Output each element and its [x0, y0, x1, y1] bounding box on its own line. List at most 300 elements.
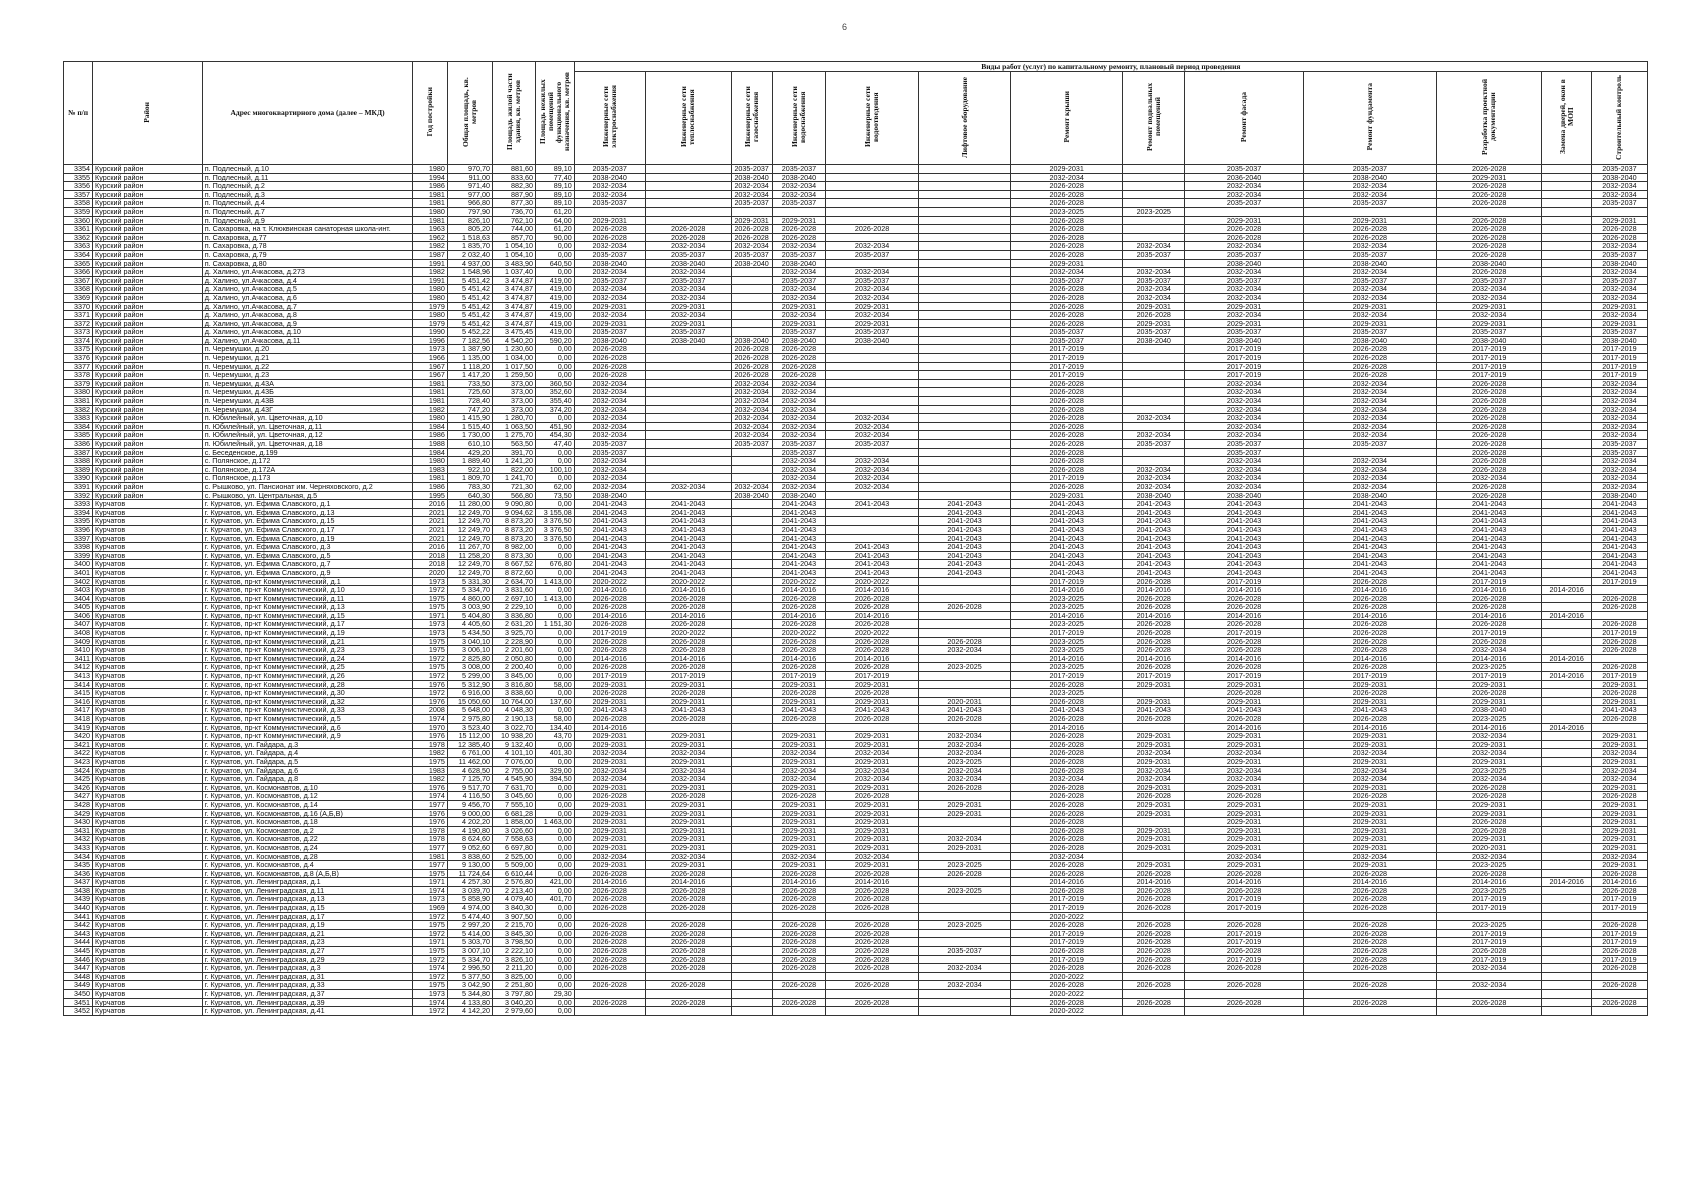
cell-facade: 2029-2031 [1185, 809, 1303, 818]
table-row [64, 182, 1648, 191]
cell-district: Курский район [93, 173, 203, 182]
cell-facade: 2032-2034 [1185, 182, 1303, 191]
cell-lift [918, 577, 1010, 586]
cell-address: с. Рышково, ул. Пансионат им. Черняховского, д.2 [202, 482, 413, 491]
cell-facade: 2026-2028 [1185, 646, 1303, 655]
cell-lift: 2032-2034 [918, 732, 1010, 741]
cell-electric: 2026-2028 [574, 594, 645, 603]
cell-electric: 2026-2028 [574, 964, 645, 973]
cell-nonres-area: 0,00 [536, 448, 575, 457]
cell-heat: 2014-2016 [645, 586, 731, 595]
cell-year: 1974 [413, 964, 447, 973]
cell-basement: 2026-2028 [1123, 947, 1185, 956]
cell-design: 2014-2016 [1437, 586, 1542, 595]
cell-basement: 2026-2028 [1123, 929, 1185, 938]
cell-design: 2023-2025 [1437, 921, 1542, 930]
cell-design: 2026-2028 [1437, 268, 1542, 277]
cell-control: 2041-2043 [1591, 500, 1647, 509]
cell-control: 2029-2031 [1591, 826, 1647, 835]
cell-doors [1542, 422, 1591, 431]
cell-gas [731, 998, 772, 1007]
cell-roof: 2026-2028 [1011, 293, 1123, 302]
cell-row-num: 3379 [64, 379, 93, 388]
cell-year: 1982 [413, 268, 447, 277]
cell-control [1591, 912, 1647, 921]
cell-living-area: 2 215,70 [493, 921, 536, 930]
cell-sewer: 2026-2028 [826, 603, 918, 612]
cell-foundation: 2041-2043 [1303, 560, 1436, 569]
cell-water: 2032-2034 [772, 285, 826, 294]
cell-foundation: 2035-2037 [1303, 199, 1436, 208]
cell-district: Курский район [93, 388, 203, 397]
cell-year: 1988 [413, 440, 447, 449]
cell-year: 1966 [413, 354, 447, 363]
cell-district: Курчатов [93, 706, 203, 715]
cell-row-num: 3359 [64, 207, 93, 216]
cell-control: 2041-2043 [1591, 560, 1647, 569]
cell-address: г. Курчатов, пр-кт Коммунистический, д.1 [202, 577, 413, 586]
cell-address: г. Курчатов, ул. Гайдара, д.3 [202, 740, 413, 749]
cell-gas [731, 886, 772, 895]
cell-facade: 2029-2031 [1185, 783, 1303, 792]
header-work-electric: Инженерные сети электроснабжения [574, 72, 645, 165]
table-row [64, 843, 1648, 852]
cell-control: 2029-2031 [1591, 861, 1647, 870]
cell-design: 2029-2031 [1437, 697, 1542, 706]
cell-row-num: 3414 [64, 680, 93, 689]
cell-electric: 2035-2037 [574, 448, 645, 457]
cell-nonres-area: 421,00 [536, 878, 575, 887]
cell-facade: 2041-2043 [1185, 517, 1303, 526]
cell-year: 1972 [413, 586, 447, 595]
cell-gas [731, 783, 772, 792]
cell-water: 2029-2031 [772, 732, 826, 741]
cell-year: 1967 [413, 362, 447, 371]
cell-doors [1542, 603, 1591, 612]
cell-basement: 2029-2031 [1123, 680, 1185, 689]
cell-total-area: 9 052,60 [447, 843, 492, 852]
cell-total-area: 11 280,00 [447, 500, 492, 509]
cell-basement: 2029-2031 [1123, 800, 1185, 809]
cell-basement: 2026-2028 [1123, 620, 1185, 629]
cell-basement: 2041-2043 [1123, 551, 1185, 560]
table-row [64, 981, 1648, 990]
cell-nonres-area: 0,00 [536, 242, 575, 251]
cell-total-area: 783,30 [447, 482, 492, 491]
cell-roof: 2023-2025 [1011, 620, 1123, 629]
cell-doors [1542, 311, 1591, 320]
cell-foundation: 2032-2034 [1303, 465, 1436, 474]
cell-sewer: 2026-2028 [826, 947, 918, 956]
cell-roof: 2023-2025 [1011, 594, 1123, 603]
cell-facade: 2017-2019 [1185, 929, 1303, 938]
cell-facade [1185, 207, 1303, 216]
cell-design: 2026-2028 [1437, 379, 1542, 388]
cell-water: 2041-2043 [772, 534, 826, 543]
cell-year: 1982 [413, 749, 447, 758]
cell-lift [918, 259, 1010, 268]
cell-district: Курчатов [93, 835, 203, 844]
cell-total-area: 2 975,80 [447, 715, 492, 724]
cell-gas [731, 268, 772, 277]
cell-sewer: 2029-2031 [826, 319, 918, 328]
cell-nonres-area: 0,00 [536, 826, 575, 835]
cell-roof: 2035-2037 [1011, 336, 1123, 345]
cell-heat: 2026-2028 [645, 964, 731, 973]
cell-total-area: 12 249,70 [447, 525, 492, 534]
cell-total-area: 4 116,50 [447, 792, 492, 801]
cell-living-area: 2 201,60 [493, 646, 536, 655]
cell-sewer: 2041-2043 [826, 560, 918, 569]
cell-district: Курчатов [93, 912, 203, 921]
cell-address: г. Курчатов, пр-кт Коммунистический, д.11 [202, 594, 413, 603]
cell-foundation: 2026-2028 [1303, 947, 1436, 956]
cell-year: 1976 [413, 818, 447, 827]
cell-design: 2032-2034 [1437, 474, 1542, 483]
cell-row-num: 3407 [64, 620, 93, 629]
cell-nonres-area: 0,00 [536, 457, 575, 466]
cell-water: 2041-2043 [772, 508, 826, 517]
cell-roof: 2026-2028 [1011, 800, 1123, 809]
cell-water: 2035-2037 [772, 199, 826, 208]
cell-address: п. Подлесный, д.7 [202, 207, 413, 216]
cell-doors [1542, 259, 1591, 268]
cell-heat [645, 345, 731, 354]
cell-year: 1972 [413, 1007, 447, 1016]
header-address: Адрес многоквартирного дома (далее – МКД) [202, 62, 413, 165]
cell-gas [731, 895, 772, 904]
cell-facade: 2026-2028 [1185, 947, 1303, 956]
cell-total-area: 5 452,22 [447, 328, 492, 337]
cell-total-area: 3 008,00 [447, 663, 492, 672]
cell-water: 2032-2034 [772, 293, 826, 302]
cell-living-area: 391,70 [493, 448, 536, 457]
cell-basement: 2014-2016 [1123, 654, 1185, 663]
cell-basement [1123, 190, 1185, 199]
cell-foundation: 2026-2028 [1303, 689, 1436, 698]
header-work-design: Разработка проектной документации [1437, 72, 1542, 165]
cell-total-area: 5 299,00 [447, 672, 492, 681]
cell-nonres-area: 1 413,00 [536, 577, 575, 586]
table-row [64, 775, 1648, 784]
cell-address: г. Курчатов, ул. Ленинградская, д.23 [202, 938, 413, 947]
cell-control: 2032-2034 [1591, 414, 1647, 423]
cell-water [772, 990, 826, 999]
cell-basement: 2026-2028 [1123, 646, 1185, 655]
cell-total-area: 1 835,70 [447, 242, 492, 251]
cell-row-num: 3361 [64, 225, 93, 234]
cell-sewer [826, 182, 918, 191]
cell-address: д. Халино, ул.Ачкасова, д.9 [202, 319, 413, 328]
cell-nonres-area: 0,00 [536, 672, 575, 681]
cell-control: 2041-2043 [1591, 706, 1647, 715]
cell-roof: 2041-2043 [1011, 560, 1123, 569]
cell-design: 2026-2028 [1437, 405, 1542, 414]
cell-facade: 2017-2019 [1185, 371, 1303, 380]
cell-facade: 2032-2034 [1185, 405, 1303, 414]
cell-roof: 2029-2031 [1011, 165, 1123, 174]
cell-control: 2026-2028 [1591, 233, 1647, 242]
cell-year: 2021 [413, 525, 447, 534]
header-year: Год постройки [413, 62, 447, 165]
cell-sewer: 2041-2043 [826, 543, 918, 552]
cell-gas [731, 732, 772, 741]
cell-living-area: 7 555,10 [493, 800, 536, 809]
cell-row-num: 3372 [64, 319, 93, 328]
cell-lift: 2026-2028 [918, 869, 1010, 878]
cell-design: 2041-2043 [1437, 525, 1542, 534]
cell-sewer: 2026-2028 [826, 646, 918, 655]
cell-address: д. Халино, ул.Ачкасова, д.5 [202, 285, 413, 294]
cell-row-num: 3388 [64, 457, 93, 466]
cell-sewer [826, 233, 918, 242]
cell-heat: 2032-2034 [645, 852, 731, 861]
cell-facade: 2029-2031 [1185, 319, 1303, 328]
cell-heat [645, 362, 731, 371]
cell-basement: 2029-2031 [1123, 732, 1185, 741]
cell-roof: 2023-2025 [1011, 207, 1123, 216]
cell-heat: 2035-2037 [645, 276, 731, 285]
cell-living-area: 373,00 [493, 379, 536, 388]
cell-foundation: 2041-2043 [1303, 543, 1436, 552]
table-row [64, 448, 1648, 457]
cell-foundation: 2029-2031 [1303, 757, 1436, 766]
cell-sewer [826, 345, 918, 354]
cell-control: 2026-2028 [1591, 620, 1647, 629]
cell-design: 2029-2031 [1437, 302, 1542, 311]
cell-lift: 2041-2043 [918, 560, 1010, 569]
cell-electric: 2032-2034 [574, 190, 645, 199]
cell-heat: 2020-2022 [645, 629, 731, 638]
cell-electric: 2029-2031 [574, 826, 645, 835]
cell-roof: 2014-2016 [1011, 586, 1123, 595]
cell-living-area: 8 982,00 [493, 543, 536, 552]
cell-row-num: 3375 [64, 345, 93, 354]
cell-year: 2016 [413, 500, 447, 509]
cell-row-num: 3395 [64, 517, 93, 526]
cell-roof: 2026-2028 [1011, 285, 1123, 294]
header-work-lift: Лифтовое оборудование [918, 72, 1010, 165]
cell-facade: 2035-2037 [1185, 165, 1303, 174]
cell-lift [918, 190, 1010, 199]
cell-facade: 2026-2028 [1185, 603, 1303, 612]
cell-facade: 2041-2043 [1185, 560, 1303, 569]
cell-gas: 2032-2034 [731, 405, 772, 414]
cell-gas [731, 543, 772, 552]
cell-foundation: 2038-2040 [1303, 336, 1436, 345]
cell-facade: 2026-2028 [1185, 233, 1303, 242]
cell-lift: 2026-2028 [918, 637, 1010, 646]
cell-foundation: 2026-2028 [1303, 345, 1436, 354]
cell-water: 2035-2037 [772, 250, 826, 259]
cell-control [1591, 207, 1647, 216]
cell-foundation: 2035-2037 [1303, 276, 1436, 285]
cell-doors [1542, 568, 1591, 577]
cell-living-area: 2 200,40 [493, 663, 536, 672]
cell-doors [1542, 500, 1591, 509]
cell-heat: 2029-2031 [645, 302, 731, 311]
cell-facade: 2029-2031 [1185, 835, 1303, 844]
cell-foundation [1303, 207, 1436, 216]
cell-roof: 2017-2019 [1011, 474, 1123, 483]
cell-lift: 2029-2031 [918, 809, 1010, 818]
cell-year: 1981 [413, 397, 447, 406]
cell-total-area: 1 809,70 [447, 474, 492, 483]
cell-district: Курчатов [93, 972, 203, 981]
cell-facade: 2038-2040 [1185, 336, 1303, 345]
table-row [64, 199, 1648, 208]
cell-address: г. Курчатов, ул. Ленинградская, д.17 [202, 912, 413, 921]
cell-electric: 2032-2034 [574, 775, 645, 784]
cell-district: Курчатов [93, 603, 203, 612]
cell-facade: 2029-2031 [1185, 861, 1303, 870]
cell-sewer: 2026-2028 [826, 929, 918, 938]
cell-lift: 2026-2028 [918, 783, 1010, 792]
cell-nonres-area: 0,00 [536, 852, 575, 861]
cell-total-area: 4 133,80 [447, 998, 492, 1007]
cell-gas [731, 465, 772, 474]
cell-nonres-area: 134,40 [536, 723, 575, 732]
cell-lift [918, 379, 1010, 388]
cell-address: г. Курчатов, ул. Ленинградская, д.21 [202, 929, 413, 938]
cell-row-num: 3446 [64, 955, 93, 964]
cell-total-area: 826,10 [447, 216, 492, 225]
cell-year: 1981 [413, 388, 447, 397]
cell-total-area: 5 312,90 [447, 680, 492, 689]
cell-nonres-area: 0,00 [536, 835, 575, 844]
cell-gas: 2035-2037 [731, 440, 772, 449]
cell-gas [731, 981, 772, 990]
cell-design: 2026-2028 [1437, 457, 1542, 466]
cell-district: Курчатов [93, 929, 203, 938]
cell-address: г. Курчатов, ул. Ленинградская, д.15 [202, 904, 413, 913]
cell-heat [645, 354, 731, 363]
cell-address: г. Курчатов, ул. Гайдара, д.6 [202, 766, 413, 775]
cell-foundation: 2032-2034 [1303, 422, 1436, 431]
cell-sewer: 2020-2022 [826, 577, 918, 586]
cell-roof: 2026-2028 [1011, 242, 1123, 251]
cell-electric: 2029-2031 [574, 216, 645, 225]
cell-doors [1542, 379, 1591, 388]
cell-nonres-area: 3 155,08 [536, 508, 575, 517]
cell-living-area: 3 474,87 [493, 285, 536, 294]
cell-foundation: 2026-2028 [1303, 577, 1436, 586]
cell-total-area: 1 548,96 [447, 268, 492, 277]
cell-basement [1123, 1007, 1185, 1016]
cell-doors [1542, 852, 1591, 861]
cell-doors: 2014-2016 [1542, 672, 1591, 681]
cell-control: 2032-2034 [1591, 465, 1647, 474]
cell-row-num: 3420 [64, 732, 93, 741]
cell-nonres-area: 0,00 [536, 362, 575, 371]
cell-control: 2032-2034 [1591, 388, 1647, 397]
cell-total-area: 5 474,40 [447, 912, 492, 921]
cell-design: 2041-2043 [1437, 517, 1542, 526]
cell-heat: 2029-2031 [645, 697, 731, 706]
cell-row-num: 3397 [64, 534, 93, 543]
cell-year: 1972 [413, 972, 447, 981]
cell-design: 2026-2028 [1437, 689, 1542, 698]
cell-roof: 2032-2034 [1011, 268, 1123, 277]
cell-district: Курчатов [93, 895, 203, 904]
cell-district: Курчатов [93, 534, 203, 543]
cell-district: Курский район [93, 379, 203, 388]
cell-water: 2026-2028 [772, 929, 826, 938]
cell-facade: 2032-2034 [1185, 190, 1303, 199]
cell-basement: 2029-2031 [1123, 757, 1185, 766]
cell-heat: 2032-2034 [645, 749, 731, 758]
cell-gas [731, 594, 772, 603]
cell-foundation: 2026-2028 [1303, 362, 1436, 371]
cell-design: 2026-2028 [1437, 250, 1542, 259]
cell-basement: 2026-2028 [1123, 577, 1185, 586]
cell-foundation: 2041-2043 [1303, 508, 1436, 517]
cell-year: 1980 [413, 285, 447, 294]
cell-year: 1981 [413, 852, 447, 861]
cell-electric: 2032-2034 [574, 457, 645, 466]
cell-total-area: 4 974,00 [447, 904, 492, 913]
cell-control: 2038-2040 [1591, 259, 1647, 268]
cell-design: 2017-2019 [1437, 955, 1542, 964]
table-row [64, 706, 1648, 715]
cell-address: г. Курчатов, ул. Космонавтов, д.24 [202, 843, 413, 852]
cell-sewer: 2026-2028 [826, 715, 918, 724]
cell-gas: 2032-2034 [731, 182, 772, 191]
cell-facade: 2026-2028 [1185, 921, 1303, 930]
header-work-doors: Замена дверей, окон в МОП [1542, 72, 1591, 165]
cell-living-area: 822,00 [493, 465, 536, 474]
cell-heat [645, 388, 731, 397]
cell-living-area: 9 090,80 [493, 500, 536, 509]
cell-address: г. Курчатов, пр-кт Коммунистический, д.30 [202, 689, 413, 698]
cell-total-area: 1 515,40 [447, 422, 492, 431]
table-row [64, 405, 1648, 414]
cell-district: Курчатов [93, 586, 203, 595]
cell-water: 2026-2028 [772, 620, 826, 629]
cell-lift: 2023-2025 [918, 861, 1010, 870]
cell-district: Курский район [93, 431, 203, 440]
cell-facade: 2014-2016 [1185, 586, 1303, 595]
cell-control: 2017-2019 [1591, 672, 1647, 681]
cell-control: 2029-2031 [1591, 800, 1647, 809]
table-row [64, 611, 1648, 620]
cell-row-num: 3418 [64, 715, 93, 724]
cell-row-num: 3402 [64, 577, 93, 586]
cell-total-area: 5 434,50 [447, 629, 492, 638]
table-row [64, 216, 1648, 225]
cell-year: 2018 [413, 560, 447, 569]
cell-facade: 2032-2034 [1185, 852, 1303, 861]
cell-water [772, 972, 826, 981]
cell-foundation: 2029-2031 [1303, 818, 1436, 827]
cell-gas [731, 672, 772, 681]
cell-gas: 2038-2040 [731, 259, 772, 268]
cell-district: Курский район [93, 207, 203, 216]
table-row [64, 878, 1648, 887]
cell-living-area: 877,30 [493, 199, 536, 208]
cell-electric: 2032-2034 [574, 749, 645, 758]
cell-year: 1979 [413, 319, 447, 328]
cell-lift [918, 345, 1010, 354]
cell-living-area: 3 907,50 [493, 912, 536, 921]
cell-total-area: 11 258,20 [447, 551, 492, 560]
cell-lift: 2032-2034 [918, 749, 1010, 758]
cell-control: 2041-2043 [1591, 543, 1647, 552]
cell-design: 2026-2028 [1437, 397, 1542, 406]
cell-year: 1973 [413, 990, 447, 999]
cell-basement [1123, 852, 1185, 861]
header-work-facade: Ремонт фасада [1185, 72, 1303, 165]
